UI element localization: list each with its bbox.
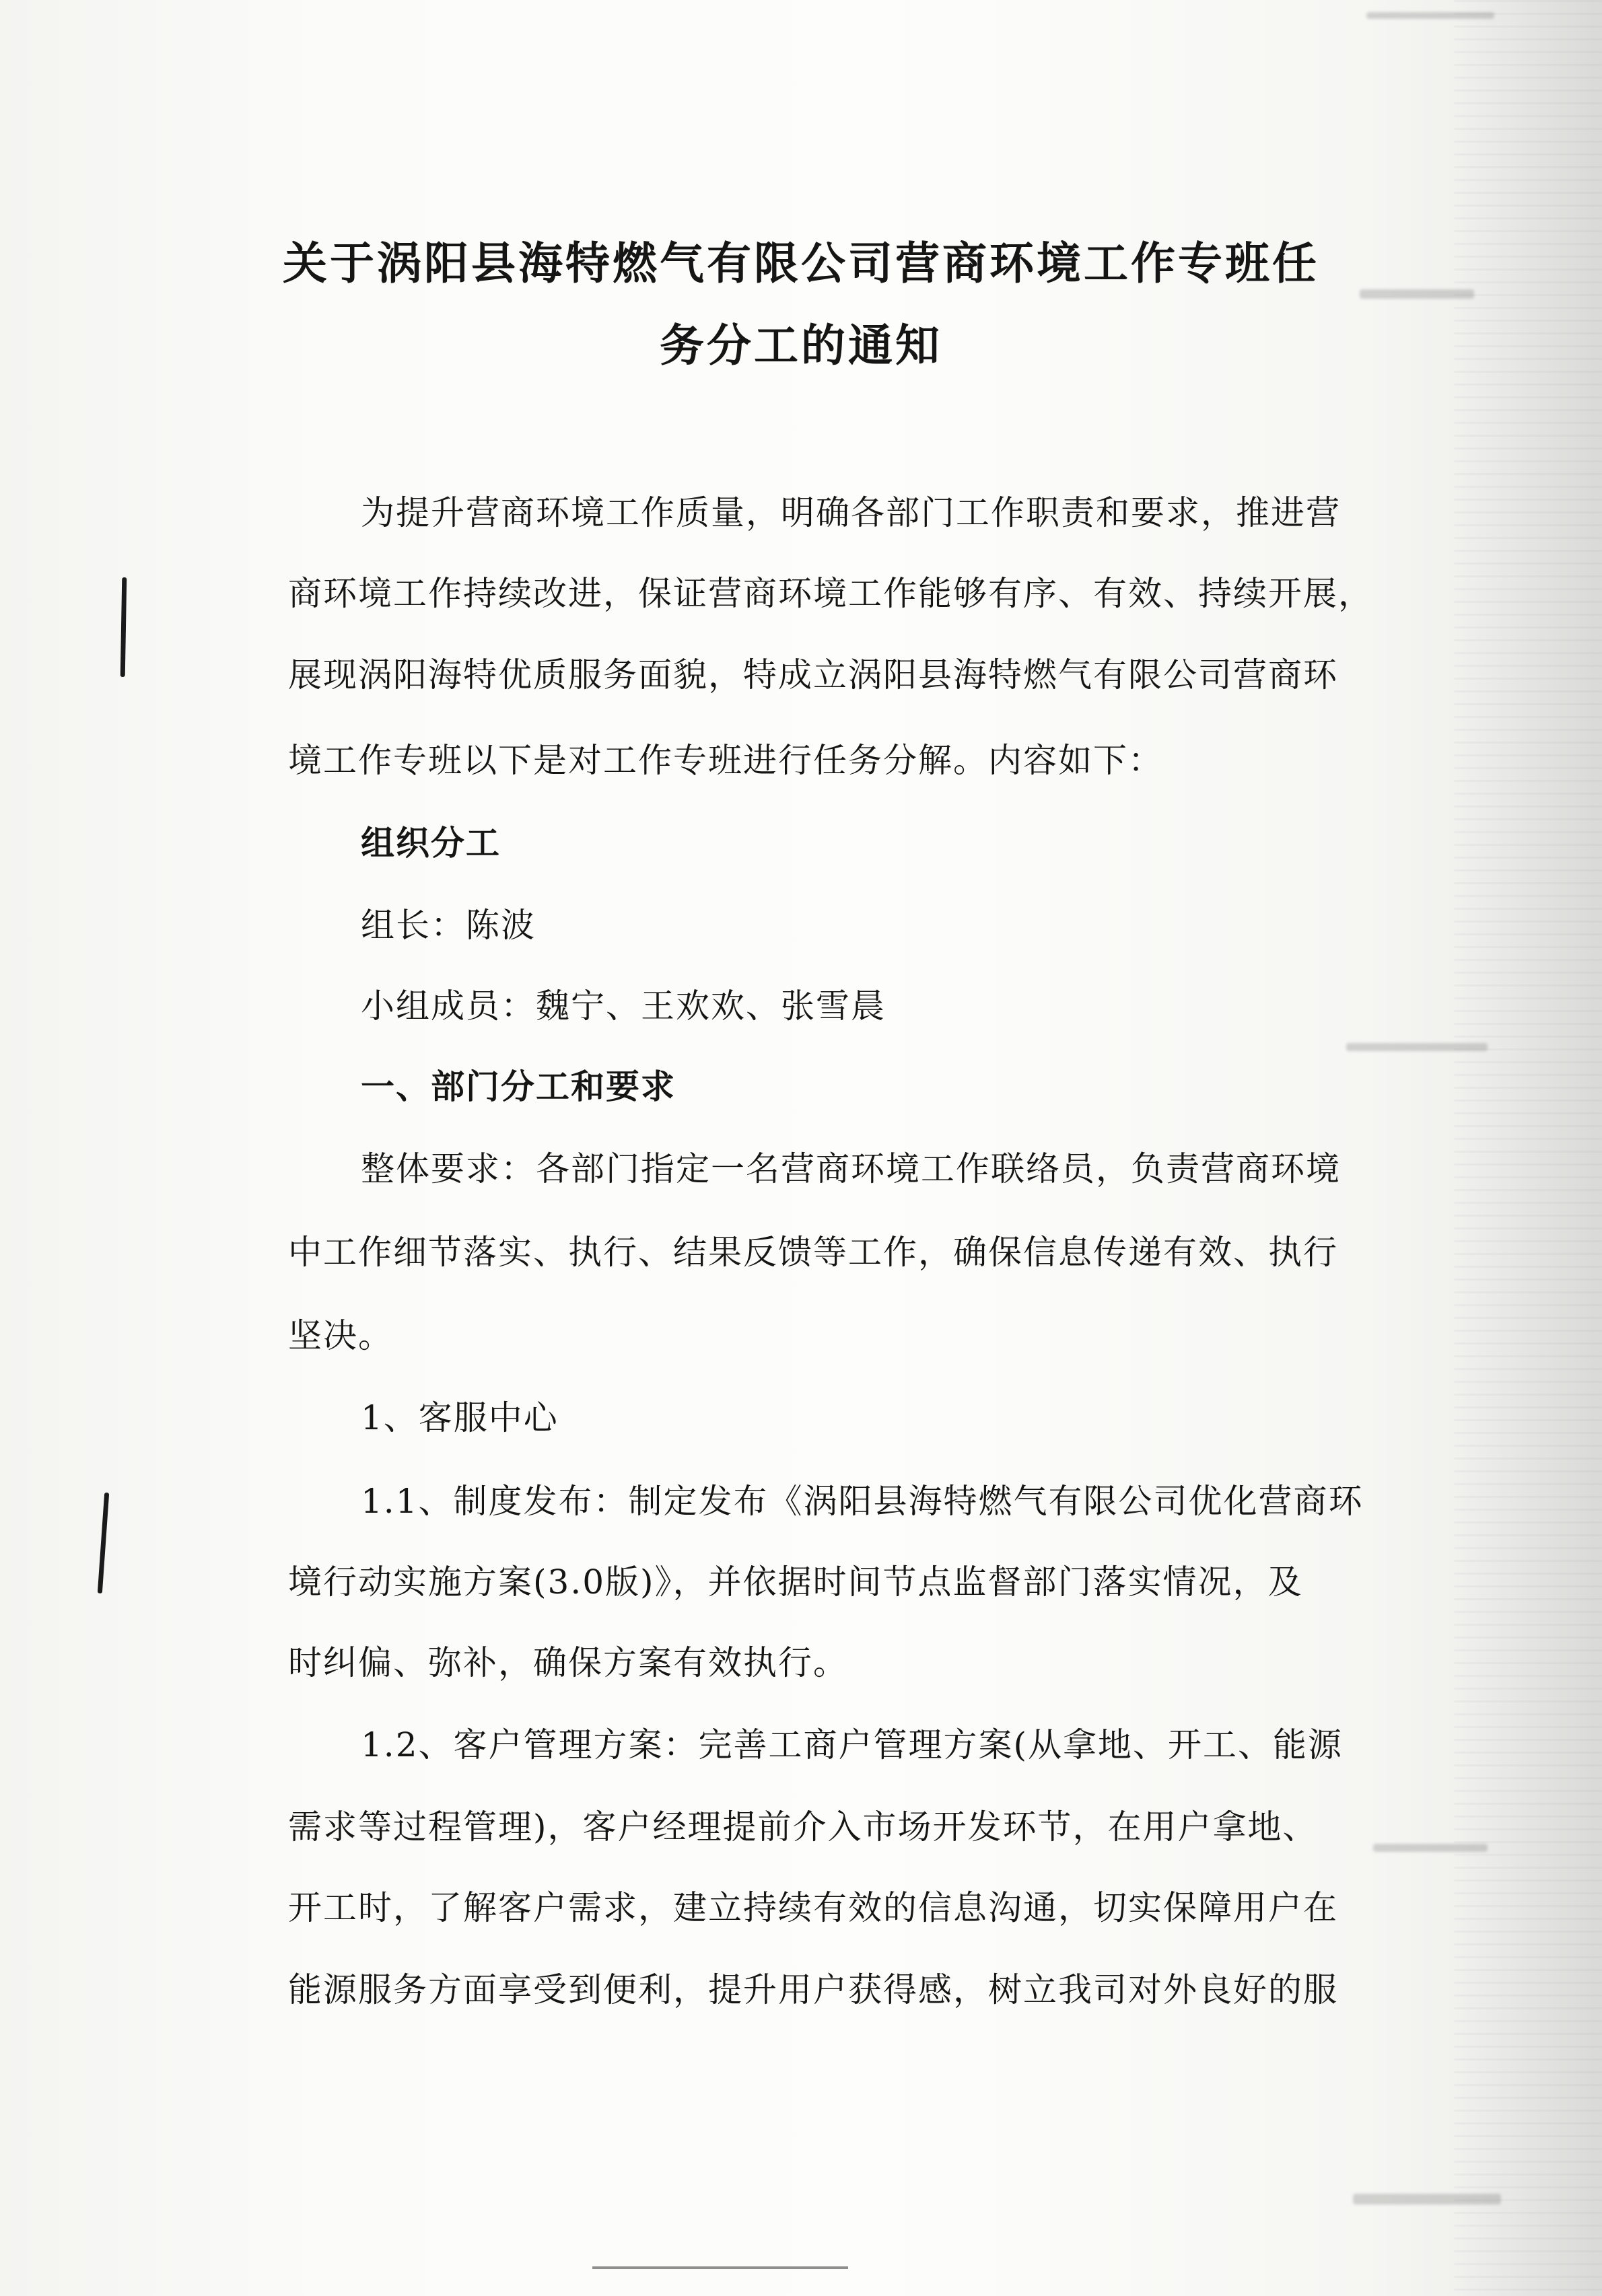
document-title-line-1: 关于涡阳县海特燃气有限公司营商环境工作专班任 <box>283 237 1319 289</box>
scan-artifact <box>1353 2194 1501 2204</box>
body-line: 商环境工作持续改进，保证营商环境工作能够有序、有效、持续开展， <box>288 574 1373 613</box>
scan-bottom-artifact <box>592 2266 848 2269</box>
section-heading: 组织分工 <box>361 823 501 863</box>
body-line: 整体要求：各部门指定一名营商环境工作联络员，负责营商环境 <box>361 1149 1341 1188</box>
body-line: 1.2、客户管理方案：完善工商户管理方案(从拿地、开工、能源 <box>361 1725 1344 1764</box>
margin-pen-mark <box>98 1493 109 1593</box>
scan-artifact <box>1360 289 1474 299</box>
margin-pen-mark <box>120 577 127 677</box>
scan-artifact <box>1366 12 1494 19</box>
body-line: 开工时，了解客户需求，建立持续有效的信息沟通，切实保障用户在 <box>288 1888 1338 1927</box>
team-leader: 组长：陈波 <box>361 906 536 945</box>
document-title-line-2: 务分工的通知 <box>660 319 942 371</box>
body-line: 境行动实施方案(3.0版)》，并依据时间节点监督部门落实情况，及 <box>288 1563 1303 1602</box>
scan-artifact <box>1373 1844 1488 1852</box>
body-line: 需求等过程管理)，客户经理提前介入市场开发环节，在用户拿地、 <box>288 1807 1318 1846</box>
body-line: 坚决。 <box>288 1316 393 1355</box>
body-line: 中工作细节落实、执行、结果反馈等工作，确保信息传递有效、执行 <box>288 1233 1338 1272</box>
body-line: 1.1、制度发布：制定发布《涡阳县海特燃气有限公司优化营商环 <box>361 1482 1364 1521</box>
section-heading: 一、部门分工和要求 <box>361 1067 676 1106</box>
body-line: 能源服务方面享受到便利，提升用户获得感，树立我司对外良好的服 <box>288 1970 1338 2009</box>
body-line: 为提升营商环境工作质量，明确各部门工作职责和要求，推进营 <box>361 493 1341 532</box>
scan-artifact <box>1346 1043 1488 1051</box>
body-line: 展现涡阳海特优质服务面貌，特成立涡阳县海特燃气有限公司营商环 <box>288 655 1338 694</box>
body-line: 境工作专班以下是对工作专班进行任务分解。内容如下： <box>288 741 1163 780</box>
subsection-heading: 1、客服中心 <box>361 1398 559 1437</box>
team-members: 小组成员：魏宁、王欢欢、张雪晨 <box>361 986 886 1026</box>
body-line: 时纠偏、弥补，确保方案有效执行。 <box>288 1643 848 1682</box>
